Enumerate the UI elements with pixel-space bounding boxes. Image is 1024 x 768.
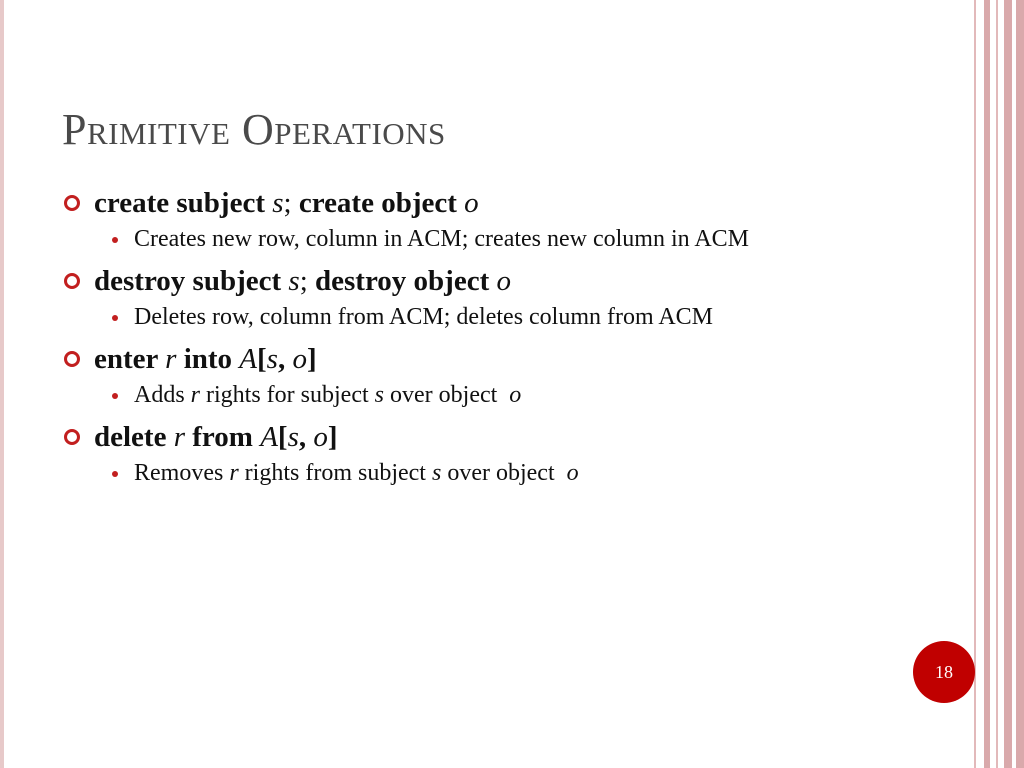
variable: r	[229, 460, 239, 486]
sub-item-text: rights for subject	[200, 382, 375, 408]
operation-keyword: into	[183, 343, 233, 375]
variable: o	[496, 265, 511, 297]
list-item	[62, 262, 882, 300]
variable: o	[566, 460, 579, 486]
left-border	[0, 0, 4, 768]
variable: A	[260, 421, 278, 453]
bracket: ]	[327, 421, 338, 453]
variable: s	[266, 343, 278, 375]
variable: s	[374, 382, 384, 408]
circle-bullet-icon	[64, 195, 80, 211]
variable: A	[239, 343, 257, 375]
separator: ,	[298, 421, 314, 453]
dot-bullet-icon	[112, 237, 118, 243]
variable: o	[509, 382, 522, 408]
dot-bullet-icon	[112, 393, 118, 399]
separator: ;	[283, 187, 292, 219]
sub-item-text: over object	[384, 382, 510, 408]
operation-keyword: destroy subject	[94, 265, 282, 297]
variable: r	[165, 343, 177, 375]
sub-item-text: Deletes row, column from ACM; deletes column from ACM	[134, 304, 714, 330]
page-number-badge: 18	[913, 641, 975, 703]
sub-item	[62, 302, 882, 332]
operation-keyword: enter	[94, 343, 158, 375]
sub-item-text: Removes	[134, 460, 230, 486]
decorative-stripes	[974, 0, 1024, 768]
operation-keyword: create subject	[94, 187, 265, 219]
list-item	[62, 418, 882, 456]
bullet-list	[62, 184, 882, 496]
sub-item-text: over object	[441, 460, 567, 486]
variable: o	[313, 421, 328, 453]
sub-item	[62, 380, 882, 410]
circle-bullet-icon	[64, 351, 80, 367]
circle-bullet-icon	[64, 273, 80, 289]
sub-item	[62, 458, 882, 488]
circle-bullet-icon	[64, 429, 80, 445]
bracket: [	[257, 343, 267, 375]
variable: o	[464, 187, 479, 219]
bracket: ]	[306, 343, 317, 375]
variable: o	[292, 343, 307, 375]
sub-item	[62, 224, 882, 254]
sub-item-text: Adds	[134, 382, 191, 408]
operation-keyword: create object	[298, 187, 457, 219]
variable: s	[288, 265, 300, 297]
bracket: [	[277, 421, 288, 453]
list-item	[62, 340, 882, 378]
variable: s	[431, 460, 442, 486]
dot-bullet-icon	[112, 471, 118, 477]
variable: r	[173, 421, 186, 453]
variable: s	[272, 187, 284, 219]
list-item	[62, 184, 882, 222]
variable: r	[190, 382, 201, 408]
dot-bullet-icon	[112, 315, 118, 321]
variable: s	[287, 421, 299, 453]
sub-item-text: Creates new row, column in ACM; creates new column in ACM	[134, 226, 749, 252]
sub-item-text: rights from subject	[238, 460, 432, 486]
operation-keyword: from	[192, 421, 253, 453]
separator: ;	[299, 265, 308, 297]
operation-keyword: destroy object	[315, 265, 490, 297]
slide-title: Primitive Operations	[62, 105, 446, 154]
separator: ,	[277, 343, 293, 375]
operation-keyword: delete	[94, 421, 167, 453]
